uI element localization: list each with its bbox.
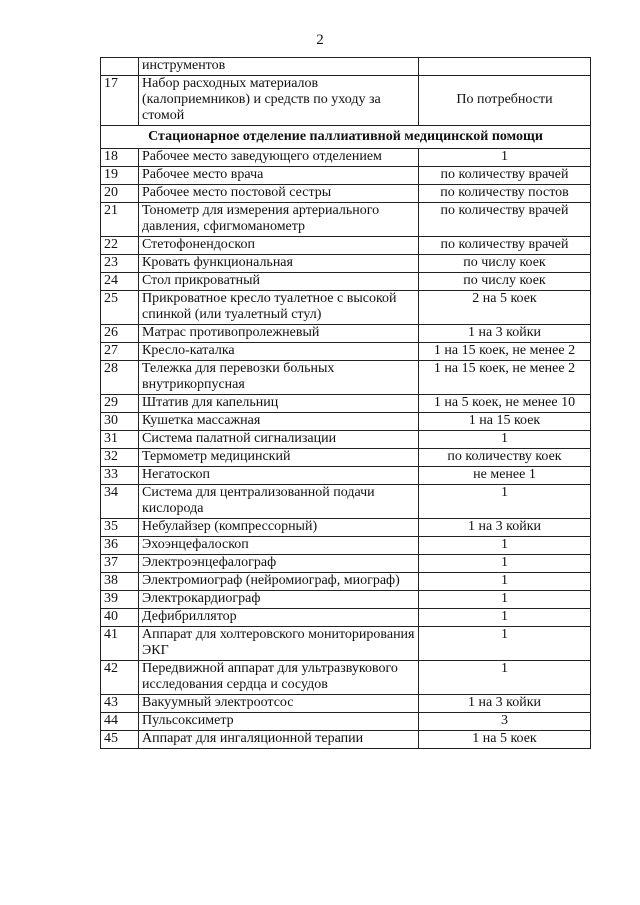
page-number: 2	[316, 32, 324, 48]
equipment-quantity-cell: 1 на 5 коек, не менее 10	[419, 395, 591, 413]
row-number-cell: 31	[101, 431, 139, 449]
table-row	[101, 237, 591, 255]
equipment-quantity-cell: по числу коек	[419, 255, 591, 273]
row-number-cell: 30	[101, 413, 139, 431]
row-number-cell: 22	[101, 237, 139, 255]
equipment-quantity-cell: 1 на 3 койки	[419, 325, 591, 343]
equipment-name-cell: Система для централизованной подачи кислорода	[139, 485, 419, 519]
table-row	[101, 519, 591, 537]
row-number-cell: 36	[101, 537, 139, 555]
equipment-quantity-cell: 3	[419, 713, 591, 731]
table-row	[101, 149, 591, 167]
equipment-quantity-cell: 1 на 15 коек, не менее 2	[419, 343, 591, 361]
table-row	[101, 203, 591, 237]
row-number-cell: 32	[101, 449, 139, 467]
equipment-quantity-cell: 1	[419, 431, 591, 449]
table-row	[101, 555, 591, 573]
table-row-17	[101, 76, 591, 126]
equipment-quantity-cell: по количеству врачей	[419, 203, 591, 237]
row-number-cell: 35	[101, 519, 139, 537]
equipment-name-cell: Рабочее место врача	[139, 167, 419, 185]
equipment-name-cell: Электроэнцефалограф	[139, 555, 419, 573]
table-row	[101, 167, 591, 185]
table-row	[101, 609, 591, 627]
table-row	[101, 695, 591, 713]
table-row	[101, 485, 591, 519]
row-number-cell: 44	[101, 713, 139, 731]
equipment-name-cell: Дефибриллятор	[139, 609, 419, 627]
equipment-name-cell: Рабочее место постовой сестры	[139, 185, 419, 203]
table-row	[101, 361, 591, 395]
equipment-name-cell: Стол прикроватный	[139, 273, 419, 291]
equipment-name-cell: Аппарат для ингаляционной терапии	[139, 731, 419, 749]
table-row	[101, 467, 591, 485]
equipment-name-cell: Тонометр для измерения артериального давления, сфигмоманометр	[139, 203, 419, 237]
equipment-quantity-cell: По потребности	[419, 76, 591, 126]
table-row	[101, 255, 591, 273]
row-number-cell: 24	[101, 273, 139, 291]
equipment-quantity-cell: 1 на 15 коек	[419, 413, 591, 431]
table-row-continuation	[101, 58, 591, 76]
equipment-quantity-cell: 1	[419, 555, 591, 573]
row-number-cell: 37	[101, 555, 139, 573]
equipment-quantity-cell: 1 на 5 коек	[419, 731, 591, 749]
equipment-name-cell: Набор расходных материалов (калоприемников) и средств по уходу за стомой	[139, 76, 419, 126]
equipment-name-cell: Кушетка массажная	[139, 413, 419, 431]
row-number-cell: 23	[101, 255, 139, 273]
equipment-quantity-cell: по количеству врачей	[419, 167, 591, 185]
row-number-cell: 20	[101, 185, 139, 203]
equipment-quantity-cell: 1	[419, 591, 591, 609]
equipment-name-cell: Матрас противопролежневый	[139, 325, 419, 343]
equipment-name-cell: Вакуумный электроотсос	[139, 695, 419, 713]
table-row	[101, 449, 591, 467]
equipment-name-cell: Кровать функциональная	[139, 255, 419, 273]
equipment-name-cell: Стетофонендоскоп	[139, 237, 419, 255]
equipment-quantity-cell: 1	[419, 485, 591, 519]
row-number-cell: 34	[101, 485, 139, 519]
equipment-name-cell: Электрокардиограф	[139, 591, 419, 609]
equipment-name-cell: Штатив для капельниц	[139, 395, 419, 413]
table-row	[101, 573, 591, 591]
equipment-name-cell: Рабочее место заведующего отделением	[139, 149, 419, 167]
section-header-row	[101, 126, 591, 149]
row-number-cell: 18	[101, 149, 139, 167]
table-row	[101, 185, 591, 203]
equipment-name-cell: Эхоэнцефалоскоп	[139, 537, 419, 555]
equipment-quantity-cell: 1	[419, 627, 591, 661]
table-row	[101, 731, 591, 749]
row-number-cell: 19	[101, 167, 139, 185]
table-row	[101, 627, 591, 661]
row-number-cell: 27	[101, 343, 139, 361]
equipment-name-cell: Небулайзер (компрессорный)	[139, 519, 419, 537]
table-row	[101, 273, 591, 291]
row-number-cell: 26	[101, 325, 139, 343]
table-row	[101, 713, 591, 731]
row-number-cell: 41	[101, 627, 139, 661]
table-row	[101, 291, 591, 325]
equipment-table	[100, 57, 591, 749]
equipment-quantity-cell: 1	[419, 661, 591, 695]
section-title: Стационарное отделение паллиативной медицинской помощи	[101, 126, 591, 149]
row-number-cell: 17	[101, 76, 139, 126]
equipment-quantity-cell: 1 на 15 коек, не менее 2	[419, 361, 591, 395]
row-number-cell	[101, 58, 139, 76]
table-row	[101, 343, 591, 361]
table-row	[101, 413, 591, 431]
equipment-name-cell: Прикроватное кресло туалетное с высокой спинкой (или туалетный стул)	[139, 291, 419, 325]
row-number-cell: 21	[101, 203, 139, 237]
equipment-name-cell: инструментов	[139, 58, 419, 76]
equipment-quantity-cell: 1	[419, 573, 591, 591]
equipment-quantity-cell: 1	[419, 149, 591, 167]
equipment-name-cell: Тележка для перевозки больных внутрикорпусная	[139, 361, 419, 395]
equipment-table-body	[101, 58, 591, 749]
equipment-name-cell: Негатоскоп	[139, 467, 419, 485]
equipment-quantity-cell: по количеству постов	[419, 185, 591, 203]
equipment-quantity-cell	[419, 58, 591, 76]
table-row	[101, 395, 591, 413]
row-number-cell: 29	[101, 395, 139, 413]
row-number-cell: 25	[101, 291, 139, 325]
row-number-cell: 28	[101, 361, 139, 395]
equipment-name-cell: Термометр медицинский	[139, 449, 419, 467]
row-number-cell: 40	[101, 609, 139, 627]
table-row	[101, 537, 591, 555]
equipment-quantity-cell: по числу коек	[419, 273, 591, 291]
equipment-name-cell: Кресло-каталка	[139, 343, 419, 361]
table-row	[101, 661, 591, 695]
equipment-name-cell: Пульсоксиметр	[139, 713, 419, 731]
equipment-name-cell: Передвижной аппарат для ультразвукового исследования сердца и сосудов	[139, 661, 419, 695]
equipment-quantity-cell: не менее 1	[419, 467, 591, 485]
equipment-quantity-cell: 1	[419, 537, 591, 555]
row-number-cell: 45	[101, 731, 139, 749]
table-row	[101, 431, 591, 449]
equipment-name-cell: Аппарат для холтеровского мониторирования ЭКГ	[139, 627, 419, 661]
row-number-cell: 39	[101, 591, 139, 609]
row-number-cell: 33	[101, 467, 139, 485]
equipment-name-cell: Система палатной сигнализации	[139, 431, 419, 449]
equipment-quantity-cell: по количеству коек	[419, 449, 591, 467]
equipment-quantity-cell: 1 на 3 койки	[419, 695, 591, 713]
table-row	[101, 325, 591, 343]
row-number-cell: 43	[101, 695, 139, 713]
table-row	[101, 591, 591, 609]
row-number-cell: 42	[101, 661, 139, 695]
equipment-quantity-cell: по количеству врачей	[419, 237, 591, 255]
row-number-cell: 38	[101, 573, 139, 591]
equipment-name-cell: Электромиограф (нейромиограф, миограф)	[139, 573, 419, 591]
equipment-quantity-cell: 1 на 3 койки	[419, 519, 591, 537]
equipment-quantity-cell: 2 на 5 коек	[419, 291, 591, 325]
equipment-quantity-cell: 1	[419, 609, 591, 627]
